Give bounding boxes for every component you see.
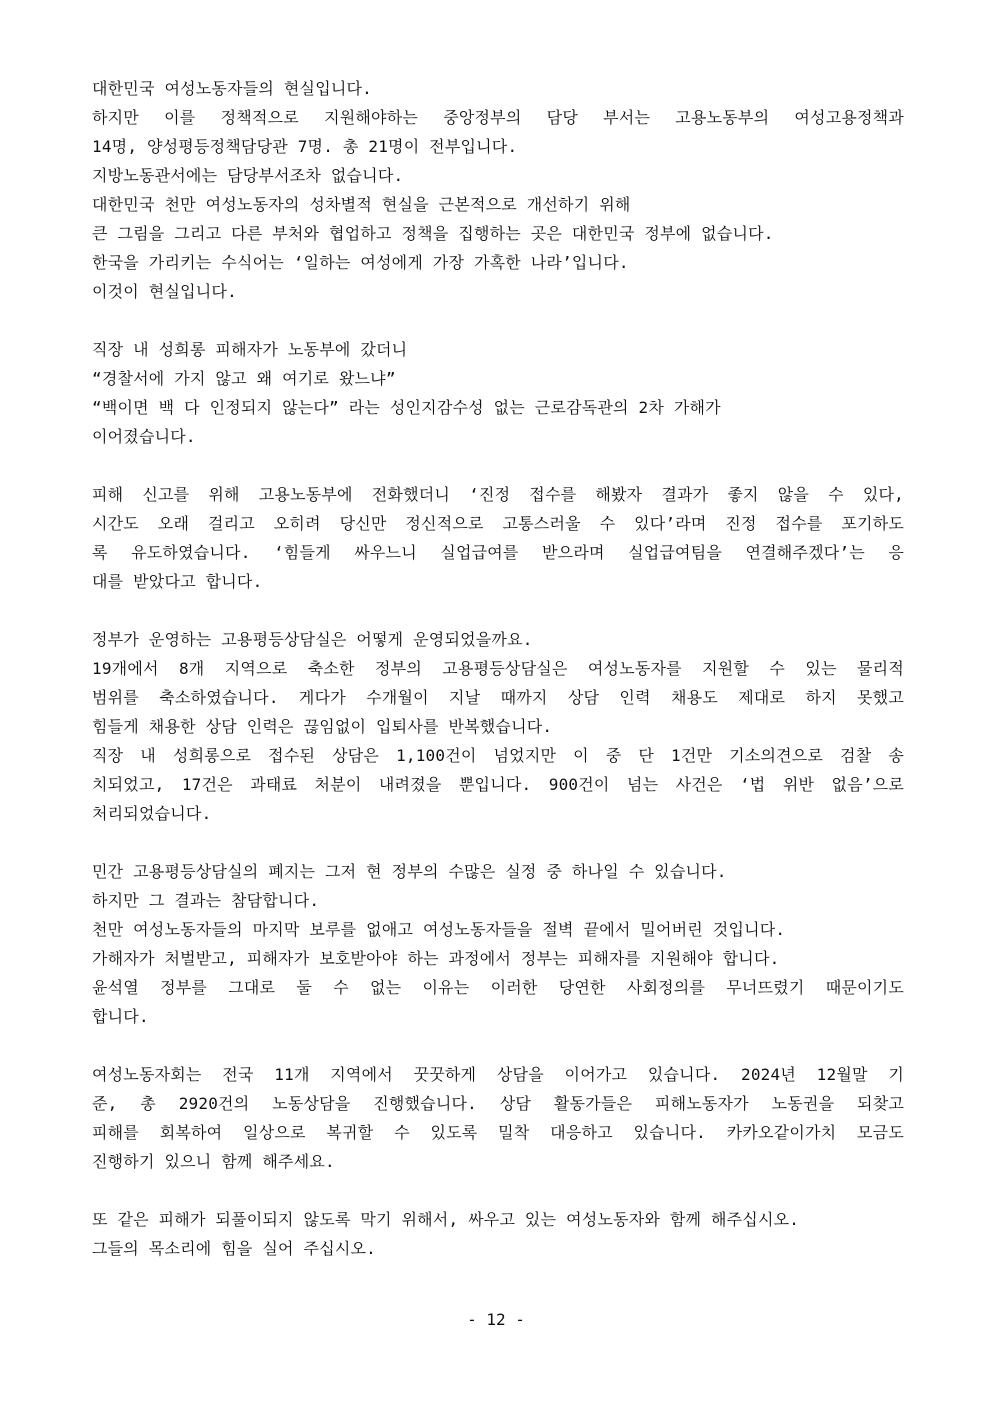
text-line: 직장 내 성희롱으로 접수된 상담은 1,100건이 넘었지만 이 중 단 1건만 기소의견으로 검찰 송 [92,746,904,765]
text-line: 이어졌습니다. [92,427,196,446]
text-line: 큰 그림을 그리고 다른 부처와 협업하고 정책을 집행하는 곳은 대한민국 정부에 없습니다. [92,224,774,243]
text-line: 천만 여성노동자들의 마지막 보루를 없애고 여성노동자들을 절벽 끝에서 밀어버린 것입니다. [92,920,786,939]
document-body [92,74,904,1292]
text-line: 민간 고용평등상담실의 폐지는 그저 현 정부의 수많은 실정 중 하나일 수 있습니다. [92,862,727,881]
text-line: 19개에서 8개 지역으로 축소한 정부의 고용평등상담실은 여성노동자를 지원할 수 있는 물리적 [92,659,904,678]
text-line: 피해 신고를 위해 고용노동부에 전화했더니 ‘진정 접수를 해봤자 결과가 좋지 않을 수 있다, [92,485,904,504]
text-line: “경찰서에 가지 않고 왜 여기로 왔느냐” [92,369,396,388]
paragraph [92,1205,904,1263]
text-line: 처리되었습니다. [92,804,212,823]
paragraph [92,857,904,1031]
text-line: 정부가 운영하는 고용평등상담실은 어떻게 운영되었을까요. [92,630,533,649]
paragraph [92,335,904,451]
paragraph [92,1060,904,1176]
paragraph [92,625,904,828]
text-line: 대한민국 여성노동자들의 현실입니다. [92,79,372,98]
text-line: 합니다. [92,1007,149,1026]
text-line: 또 같은 피해가 되풀이되지 않도록 막기 위해서, 싸우고 있는 여성노동자와 함께 해주십시오. [92,1210,800,1229]
text-line: 한국을 가리키는 수식어는 ‘일하는 여성에게 가장 가혹한 나라’입니다. [92,253,629,272]
paragraph [92,74,904,306]
text-line: 준, 총 2920건의 노동상담을 진행했습니다. 상담 활동가들은 피해노동자가 노동권을 되찾고 [92,1094,904,1113]
page-number: - 12 - [467,1310,525,1329]
text-line: 록 유도하였습니다. ‘힘들게 싸우느니 실업급여를 받으라며 실업급여팀을 연결해주겠다’는 응 [92,543,904,562]
text-line: 피해를 회복하여 일상으로 복귀할 수 있도록 밀착 대응하고 있습니다. 카카오같이가치 모금도 [92,1123,904,1142]
text-line: 하지만 이를 정책적으로 지원해야하는 중앙정부의 담당 부서는 고용노동부의 여성고용정책과 [92,108,904,127]
text-line: 그들의 목소리에 힘을 실어 주십시오. [92,1239,377,1258]
text-line: 힘들게 채용한 상담 인력은 끊임없이 입퇴사를 반복했습니다. [92,717,553,736]
text-line: 가해자가 처벌받고, 피해자가 보호받아야 하는 과정에서 정부는 피해자를 지원해야 합니다. [92,949,780,968]
text-line: 여성노동자회는 전국 11개 지역에서 꿋꿋하게 상담을 이어가고 있습니다. 2024년 12월말 기 [92,1065,904,1084]
text-line: 치되었고, 17건은 과태료 처분이 내려졌을 뿐입니다. 900건이 넘는 사건은 ‘법 위반 없음’으로 [92,775,904,794]
text-line: 시간도 오래 걸리고 오히려 당신만 정신적으로 고통스러울 수 있다’라며 진정 접수를 포기하도 [92,514,904,533]
text-line: 대를 받았다고 합니다. [92,572,263,591]
text-line: 이것이 현실입니다. [92,282,237,301]
text-line: 직장 내 성희롱 피해자가 노동부에 갔더니 [92,340,408,359]
text-line: 대한민국 천만 여성노동자의 성차별적 현실을 근본적으로 개선하기 위해 [92,195,631,214]
text-line: 하지만 그 결과는 참담합니다. [92,891,320,910]
text-line: “백이면 백 다 인정되지 않는다” 라는 성인지감수성 없는 근로감독관의 2차 가해가 [92,398,721,417]
text-line: 지방노동관서에는 담당부서조차 없습니다. [92,166,404,185]
text-line: 윤석열 정부를 그대로 둘 수 없는 이유는 이러한 당연한 사회정의를 무너뜨렸기 때문이기도 [92,978,904,997]
paragraph [92,480,904,596]
text-line: 진행하기 있으니 함께 해주세요. [92,1152,335,1171]
text-line: 14명, 양성평등정책담당관 7명. 총 21명이 전부입니다. [92,137,518,156]
text-line: 범위를 축소하였습니다. 게다가 수개월이 지날 때까지 상담 인력 채용도 제대로 하지 못했고 [92,688,904,707]
